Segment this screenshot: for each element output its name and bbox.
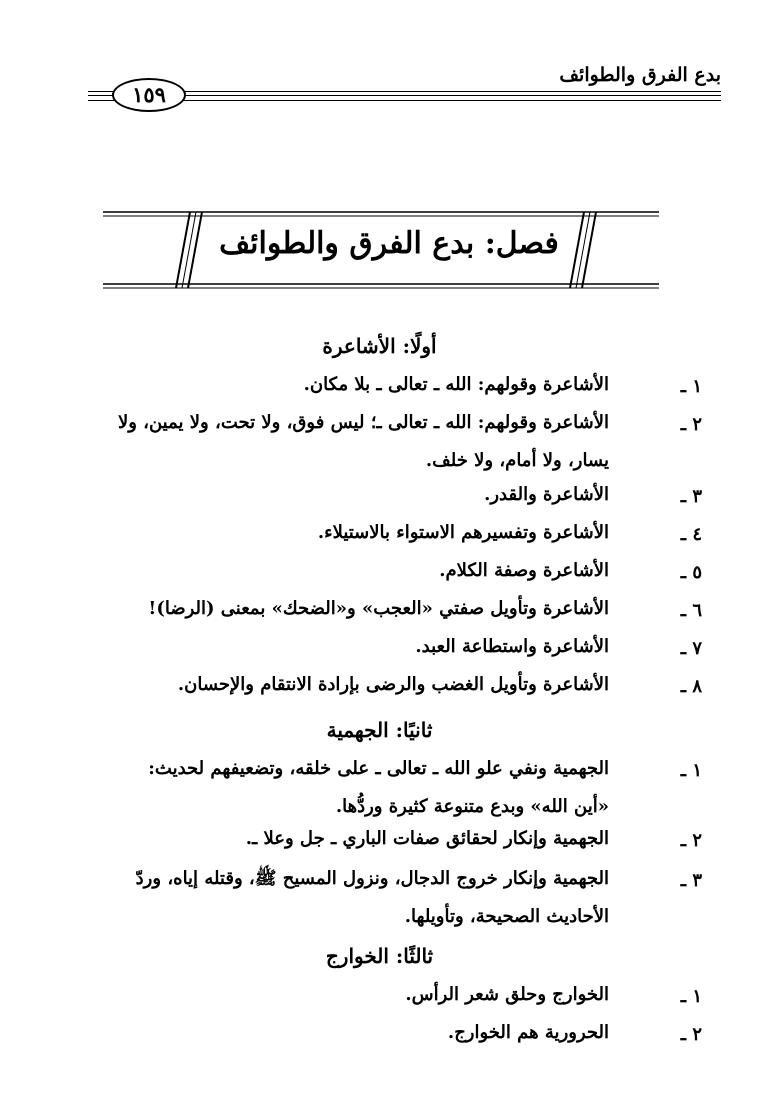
item-number: ٧ ـ: [680, 638, 702, 659]
list-item: [84, 552, 609, 590]
list-item: [84, 1014, 609, 1052]
list-item: [84, 860, 609, 936]
item-line: الأشاعرة واستطاعة العبد.: [415, 636, 609, 657]
list-item: [84, 590, 609, 628]
item-number: ٥ ـ: [680, 562, 702, 583]
item-line: الأشاعرة وقولهم: الله ـ تعالى ـ بلا مكان.: [303, 374, 609, 395]
section-heading: ثالثًا: الخوارج: [325, 944, 434, 968]
list-item: [84, 366, 609, 404]
item-line: «أين الله» وبدع متنوعة كثيرة وردُّها.: [335, 796, 609, 817]
item-number: ١ ـ: [680, 986, 702, 1007]
list-item: [84, 628, 609, 666]
section-heading: أولًا: الأشاعرة: [322, 334, 437, 358]
item-line: الأشاعرة وتأويل صفتي «العجب» و«الضحك» بمعنى (الرضا)!: [148, 598, 609, 619]
page-number: ١٥٩: [112, 78, 186, 112]
item-line: الخوارج وحلق شعر الرأس.: [405, 984, 609, 1005]
running-header-title: بدع الفرق والطوائف: [559, 64, 721, 86]
item-number: ٨ ـ: [680, 676, 702, 697]
section-heading: ثانيًا: الجهمية: [326, 718, 433, 742]
item-number: ١ ـ: [680, 760, 702, 781]
item-number: ٦ ـ: [680, 600, 702, 621]
item-line: الأشاعرة وتأويل الغضب والرضى بإرادة الانتقام والإحسان.: [177, 674, 609, 695]
item-number: ٢ ـ: [680, 414, 702, 435]
item-number: ٢ ـ: [680, 830, 702, 851]
chapter-title-frame: [0, 0, 759, 320]
item-line: الأشاعرة وصفة الكلام.: [439, 560, 609, 581]
item-line: الحرورية هم الخوارج.: [447, 1022, 609, 1043]
list-item: [84, 750, 609, 826]
item-number: ٤ ـ: [680, 524, 702, 545]
chapter-title: فصل: بدع الفرق والطوائف: [219, 226, 559, 261]
item-line: الأشاعرة والقدر.: [484, 484, 609, 505]
list-item: [84, 514, 609, 552]
item-line: الأشاعرة وتفسيرهم الاستواء بالاستيلاء.: [317, 522, 609, 543]
item-line: الجهمية وإنكار خروج الدجال، ونزول المسيح ﷺ، وقتله إياه، وردّ: [135, 868, 609, 889]
item-line: الجهمية وإنكار لحقائق صفات الباري ـ جل وعلا ـ.: [245, 828, 609, 849]
list-item: [84, 976, 609, 1014]
item-number: ٢ ـ: [680, 1024, 702, 1045]
item-line: الجهمية ونفي علو الله ـ تعالى ـ على خلقه، وتضعيفهم لحديث:: [148, 758, 609, 779]
list-item: [84, 666, 609, 704]
list-item: [84, 404, 609, 480]
item-line: الأشاعرة وقولهم: الله ـ تعالى ـ؛ ليس فوق، ولا تحت، ولا يمين، ولا: [117, 412, 609, 433]
list-item: [84, 820, 609, 858]
item-line: يسار، ولا أمام، ولا خلف.: [425, 450, 609, 471]
list-item: [84, 476, 609, 514]
item-number: ٣ ـ: [680, 870, 702, 891]
item-number: ١ ـ: [680, 376, 702, 397]
item-line: الأحاديث الصحيحة، وتأويلها.: [404, 906, 609, 927]
item-number: ٣ ـ: [680, 486, 702, 507]
